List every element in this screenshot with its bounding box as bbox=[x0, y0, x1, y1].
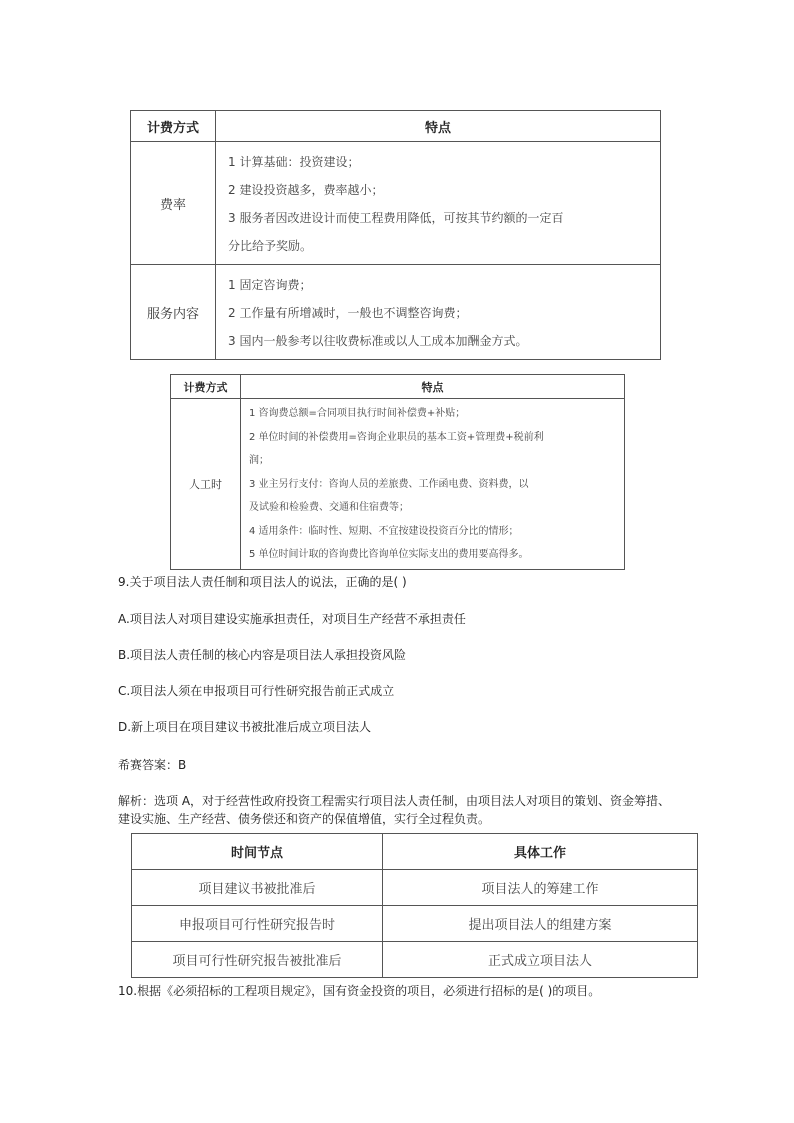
header-billing-method: 计费方式 bbox=[171, 375, 241, 399]
time-node-cell: 项目可行性研究报告被批准后 bbox=[132, 942, 383, 978]
table-row bbox=[171, 399, 625, 570]
feature-line: 1 计算基础：投资建设； bbox=[228, 155, 360, 169]
feature-line: 5 单位时间计取的咨询费比咨询单位实际支出的费用要高得多。 bbox=[249, 549, 529, 560]
feature-line: 3 业主另行支付：咨询人员的差旅费、工作函电费、资料费，以 bbox=[249, 478, 529, 490]
option-d: D.新上项目在项目建议书被批准后成立项目法人 bbox=[118, 720, 372, 734]
row-features bbox=[241, 399, 625, 570]
feature-line: 及试验和检验费、交通和住宿费等； bbox=[249, 502, 409, 513]
answer: 希赛答案：B bbox=[118, 758, 187, 772]
feature-line: 1 咨询费总额=合同项目执行时间补偿费+补贴； bbox=[249, 408, 466, 419]
header-features: 特点 bbox=[216, 111, 661, 142]
header-time-node: 时间节点 bbox=[132, 834, 383, 870]
row-features bbox=[216, 142, 661, 265]
header-billing-method: 计费方式 bbox=[131, 111, 216, 142]
table-header-row bbox=[171, 375, 625, 399]
option-a: A.项目法人对项目建设实施承担责任，对项目生产经营不承担责任 bbox=[118, 612, 466, 626]
feature-line: 3 服务者因改进设计而使工程费用降低，可按其节约额的一定百 bbox=[228, 211, 564, 225]
explanation: 解析：选项 A，对于经营性政府投资工程需实行项目法人责任制，由项目法人对项目的策划、资金筹措、建设实施、生产经营、债务偿还和资产的保值增值，实行全过程负责。 bbox=[118, 794, 671, 826]
row-features bbox=[216, 265, 661, 360]
row-label: 人工时 bbox=[171, 399, 241, 570]
feature-line: 4 适用条件：临时性、短期、不宜按建设投资百分比的情形； bbox=[249, 525, 519, 537]
table-row bbox=[131, 265, 661, 360]
project-legal-person-timeline-table bbox=[131, 833, 698, 978]
option-b: B.项目法人责任制的核心内容是项目法人承担投资风险 bbox=[118, 648, 407, 662]
feature-line: 分比给予奖励。 bbox=[228, 239, 313, 253]
feature-line: 3 国内一般参考以往收费标准或以人工成本加酬金方式。 bbox=[228, 334, 528, 348]
work-cell: 项目法人的筹建工作 bbox=[383, 870, 698, 906]
header-features: 特点 bbox=[241, 375, 625, 399]
question-9-stem: 9.关于项目法人责任制和项目法人的说法，正确的是( ) bbox=[118, 575, 407, 589]
feature-line: 2 工作量有所增减时，一般也不调整咨询费； bbox=[228, 306, 468, 320]
work-cell: 提出项目法人的组建方案 bbox=[383, 906, 698, 942]
feature-line: 1 固定咨询费； bbox=[228, 278, 312, 292]
header-specific-work: 具体工作 bbox=[383, 834, 698, 870]
row-label: 费率 bbox=[131, 142, 216, 265]
feature-line: 2 建设投资越多，费率越小； bbox=[228, 183, 384, 197]
time-node-cell: 申报项目可行性研究报告时 bbox=[132, 906, 383, 942]
row-label: 服务内容 bbox=[131, 265, 216, 360]
table-header-row bbox=[132, 834, 698, 870]
table-row bbox=[132, 870, 698, 906]
table-header-row bbox=[131, 111, 661, 142]
option-c: C.项目法人须在申报项目可行性研究报告前正式成立 bbox=[118, 684, 395, 698]
table-row bbox=[132, 906, 698, 942]
feature-line: 2 单位时间的补偿费用=咨询企业职员的基本工资+管理费+税前利 bbox=[249, 431, 544, 443]
time-node-cell: 项目建议书被批准后 bbox=[132, 870, 383, 906]
work-cell: 正式成立项目法人 bbox=[383, 942, 698, 978]
fee-method-table-2 bbox=[170, 374, 625, 570]
table-row bbox=[132, 942, 698, 978]
table-row bbox=[131, 142, 661, 265]
fee-method-table-1 bbox=[130, 110, 661, 360]
feature-line: 润； bbox=[249, 455, 269, 466]
question-10-stem: 10.根据《必须招标的工程项目规定》，国有资金投资的项目，必须进行招标的是( )的项目。 bbox=[118, 984, 601, 998]
